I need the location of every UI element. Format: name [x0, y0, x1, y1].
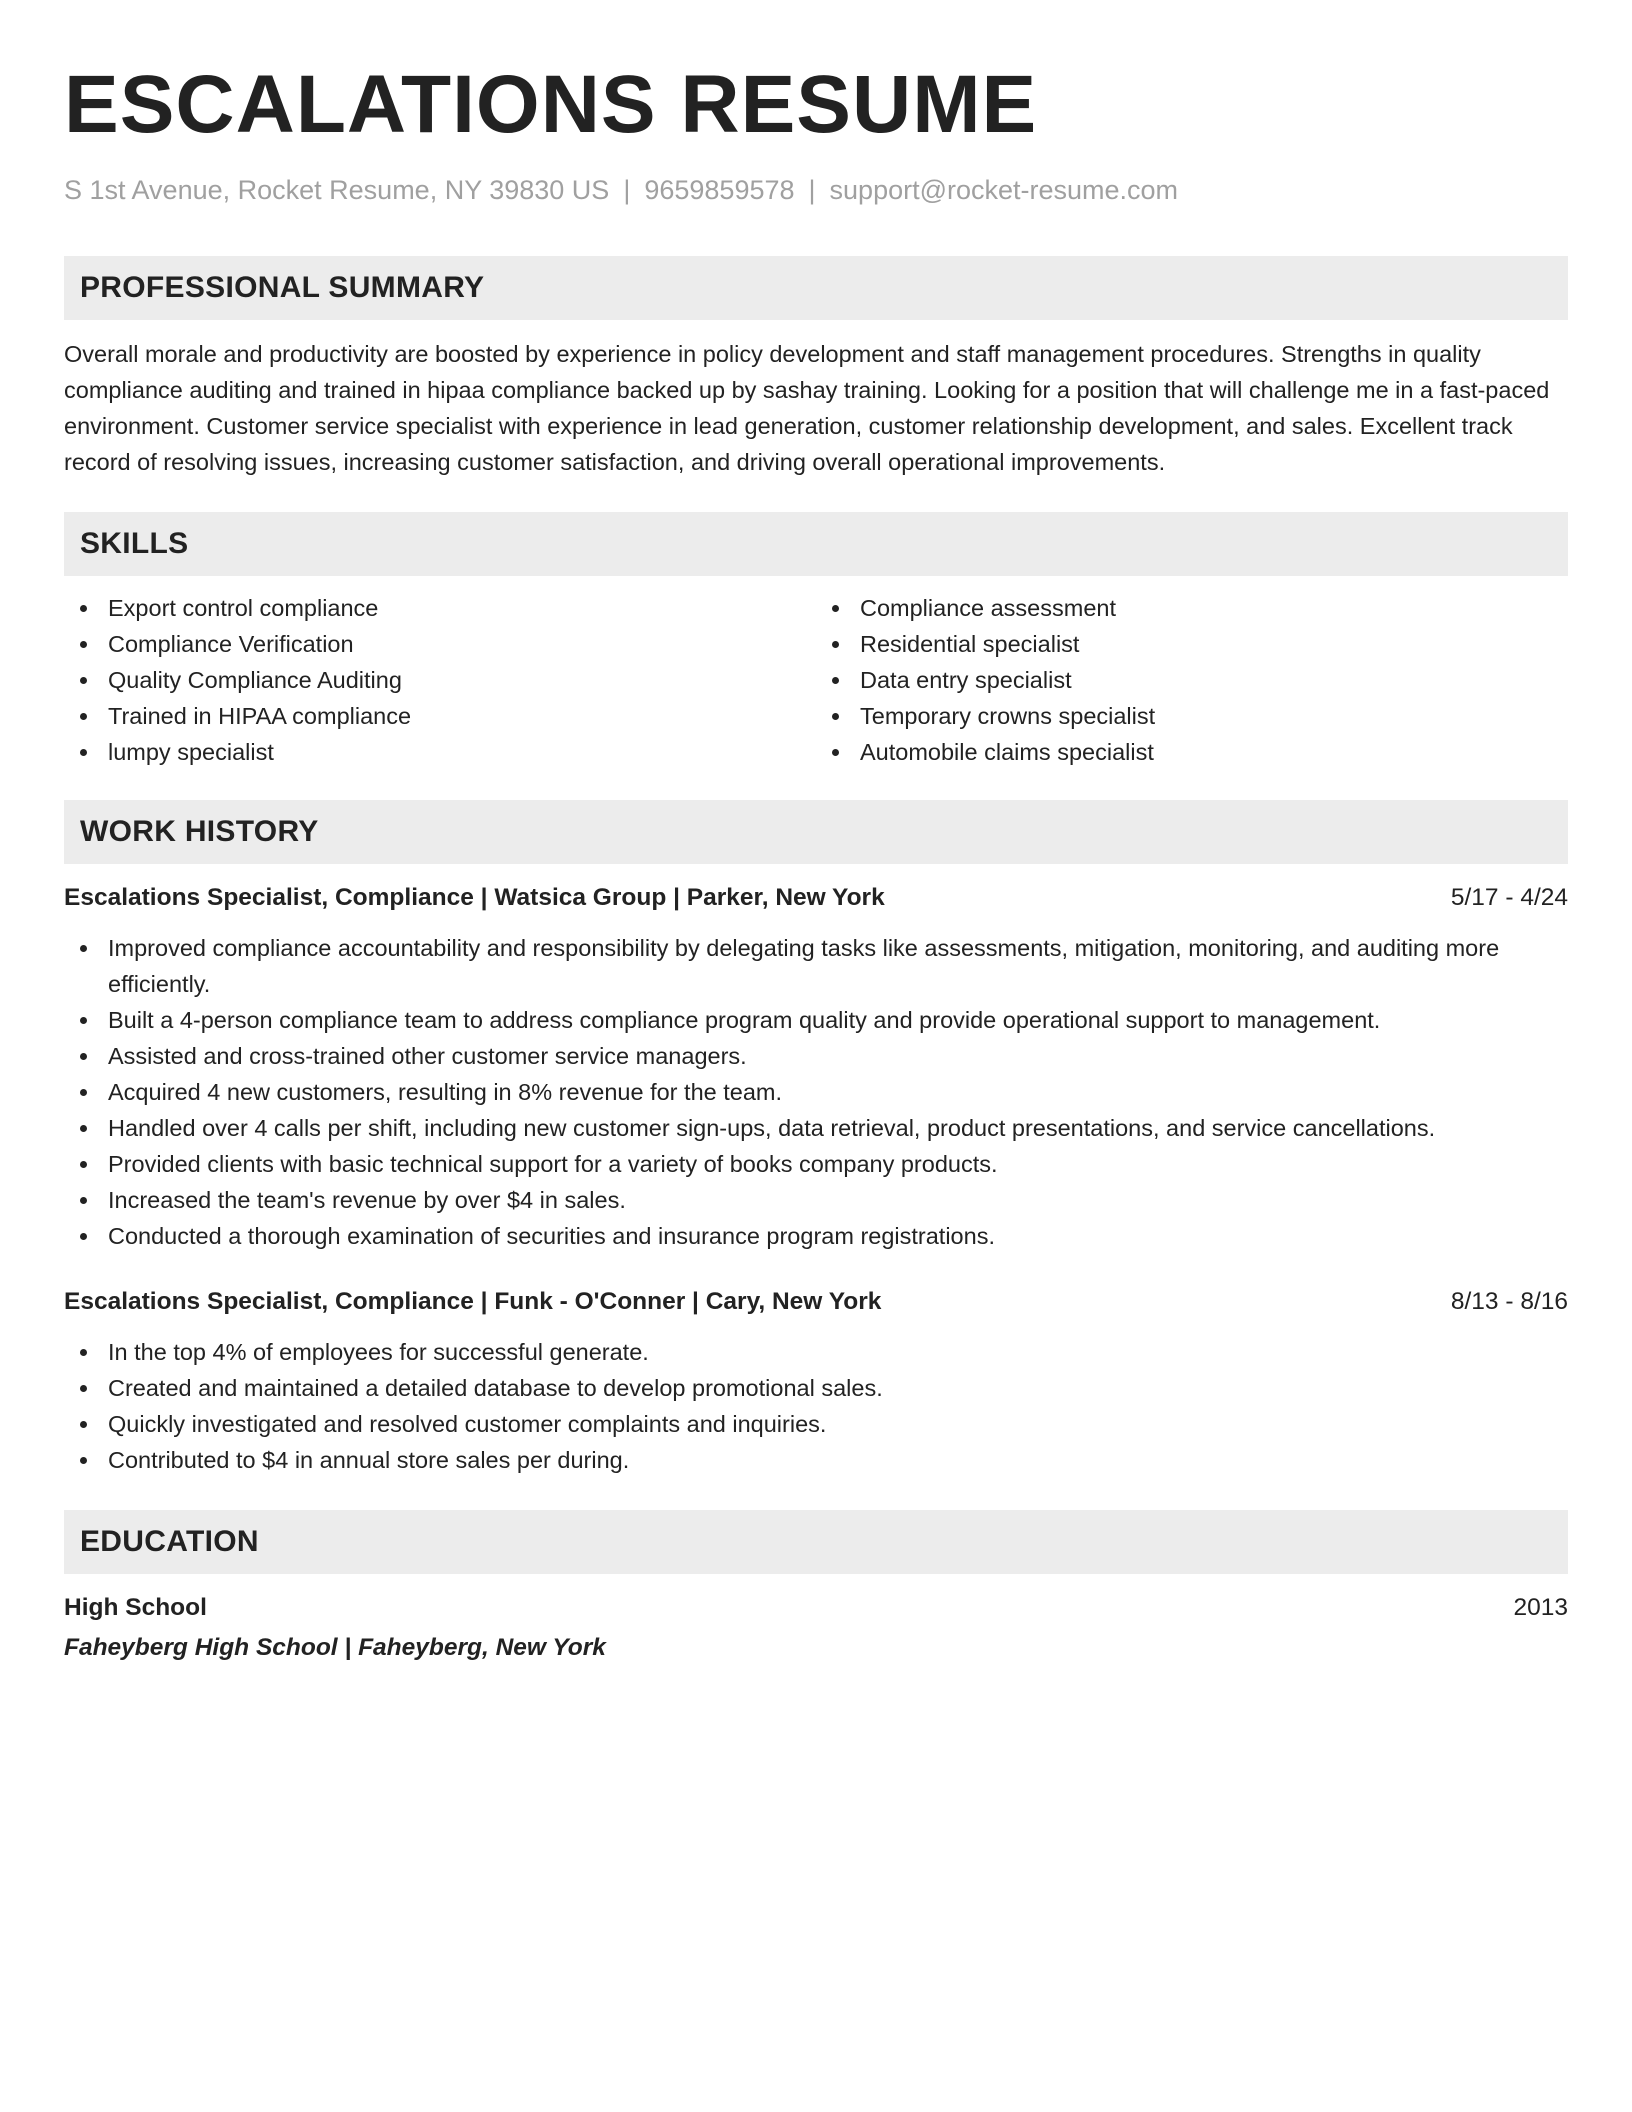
job-header [64, 1284, 1568, 1320]
contact-separator: | [808, 175, 816, 205]
job-bullet: Improved compliance accountability and responsibility by delegating tasks like assessments, mitigation, monitoring, and auditing more efficiently. [64, 930, 1568, 1002]
job-bullet: Acquired 4 new customers, resulting in 8% revenue for the team. [64, 1074, 1568, 1110]
skill-item: Export control compliance [64, 590, 816, 626]
job-bullet: Quickly investigated and resolved customer complaints and inquiries. [64, 1406, 1568, 1442]
job-bullet: Increased the team's revenue by over $4 in sales. [64, 1182, 1568, 1218]
job-bullet: Built a 4-person compliance team to address compliance program quality and provide operational support to management. [64, 1002, 1568, 1038]
skill-item: Trained in HIPAA compliance [64, 698, 816, 734]
job-bullets [64, 930, 1568, 1254]
section-heading-work-history: WORK HISTORY [64, 800, 1568, 864]
section-heading-skills: SKILLS [64, 512, 1568, 576]
job-bullet: Contributed to $4 in annual store sales per during. [64, 1442, 1568, 1478]
job-title: Escalations Specialist, Compliance | Watsica Group | Parker, New York [64, 884, 885, 912]
job-dates: 5/17 - 4/24 [1450, 884, 1568, 912]
job-title: Escalations Specialist, Compliance | Funk - O'Conner | Cary, New York [64, 1288, 882, 1316]
job-entry [64, 1284, 1568, 1478]
skill-item: Data entry specialist [816, 662, 1568, 698]
job-header [64, 880, 1568, 916]
job-entry [64, 880, 1568, 1254]
skill-item: Compliance Verification [64, 626, 816, 662]
summary-text: Overall morale and productivity are boosted by experience in policy development and staff management procedures. Strengths in quality compliance auditing and trained in hipaa compliance backed up by sashay training. Looking for a position that will challenge me in a fast-paced environment. Customer service specialist with experience in lead generation, customer relationship development, and sales. Excellent track record of resolving issues, increasing customer satisfaction, and driving overall operational improvements. [64, 341, 1550, 476]
resume-name: ESCALATIONS RESUME [64, 59, 1038, 150]
skill-item: Residential specialist [816, 626, 1568, 662]
skills-column-left [64, 590, 816, 770]
education-school: Faheyberg High School | Faheyberg, New York [64, 1634, 606, 1662]
skill-item: Automobile claims specialist [816, 734, 1568, 770]
job-bullet: Created and maintained a detailed database to develop promotional sales. [64, 1370, 1568, 1406]
section-heading-summary: PROFESSIONAL SUMMARY [64, 256, 1568, 320]
job-bullet: Assisted and cross-trained other customer service managers. [64, 1038, 1568, 1074]
skill-item: Compliance assessment [816, 590, 1568, 626]
contact-line [64, 174, 1568, 206]
job-bullet: Provided clients with basic technical support for a variety of books company products. [64, 1146, 1568, 1182]
education-year: 2013 [1513, 1594, 1568, 1622]
job-bullet: Handled over 4 calls per shift, including new customer sign-ups, data retrieval, product presentations, and service cancellations. [64, 1110, 1568, 1146]
skill-item: lumpy specialist [64, 734, 816, 770]
section-heading-education: EDUCATION [64, 1510, 1568, 1574]
contact-phone: 9659859578 [644, 175, 795, 205]
education-header [64, 1590, 1568, 1626]
job-bullet: Conducted a thorough examination of securities and insurance program registrations. [64, 1218, 1568, 1254]
contact-address: S 1st Avenue, Rocket Resume, NY 39830 US [64, 175, 610, 205]
skills-column-right [816, 590, 1568, 770]
skill-item: Temporary crowns specialist [816, 698, 1568, 734]
job-bullets [64, 1334, 1568, 1478]
job-bullet: In the top 4% of employees for successful generate. [64, 1334, 1568, 1370]
skills-list [64, 590, 1568, 770]
skill-item: Quality Compliance Auditing [64, 662, 816, 698]
contact-email: support@rocket-resume.com [829, 175, 1179, 205]
job-dates: 8/13 - 8/16 [1450, 1288, 1568, 1316]
contact-separator: | [623, 175, 631, 205]
education-entry [64, 1590, 1568, 1666]
education-degree: High School [64, 1594, 207, 1622]
